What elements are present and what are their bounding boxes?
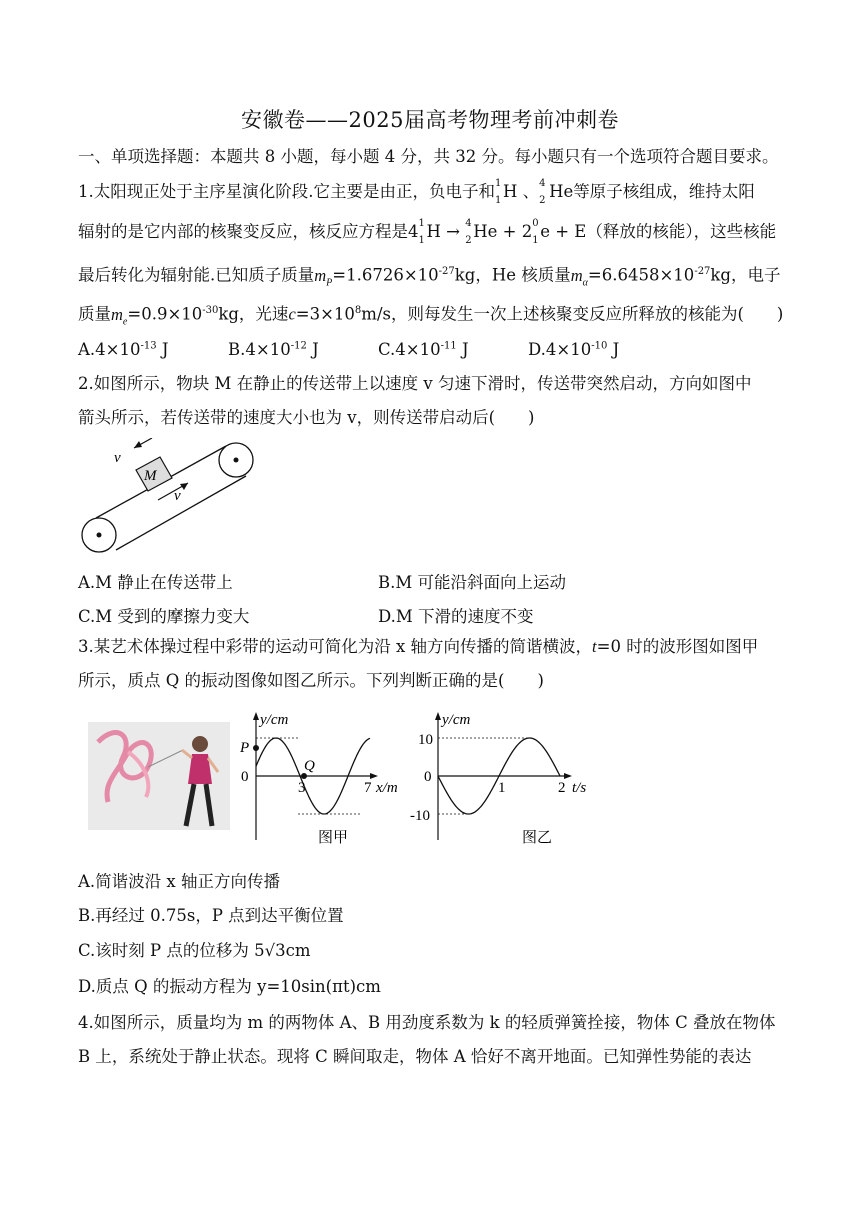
svg-text:y/cm: y/cm bbox=[260, 712, 289, 728]
svg-text:M: M bbox=[144, 468, 157, 484]
svg-text:y/cm: y/cm bbox=[442, 712, 471, 728]
q2-option-a[interactable]: A.M 静止在传送带上 bbox=[78, 573, 233, 592]
q3-line-2: 所示，质点 Q 的振动图像如图乙所示。下列判断正确的是( ) bbox=[78, 671, 544, 690]
gymnast-photo bbox=[88, 722, 230, 830]
belt-velocity-label: v bbox=[174, 488, 181, 504]
svg-text:t/s: t/s bbox=[572, 780, 587, 796]
q3-option-c[interactable]: C.该时刻 P 点的位移为 5√3cm bbox=[78, 941, 311, 960]
svg-text:10: 10 bbox=[418, 732, 433, 748]
q2-option-d[interactable]: D.M 下滑的速度不变 bbox=[378, 607, 534, 626]
q2-option-c[interactable]: C.M 受到的摩擦力变大 bbox=[78, 607, 250, 626]
q3-line-1: 3.某艺术体操过程中彩带的运动可简化为沿 x 轴方向传播的简谐横波，t=0 时的波形图如图甲 bbox=[78, 637, 759, 656]
q1-option-c[interactable]: $C.4\times 10^{-11}$ J bbox=[378, 340, 469, 359]
conveyor-belt-figure bbox=[76, 438, 266, 558]
svg-text:1: 1 bbox=[498, 780, 506, 796]
gymnast-head bbox=[192, 736, 208, 752]
svg-text:0: 0 bbox=[241, 769, 249, 785]
svg-text:2: 2 bbox=[558, 780, 566, 796]
caption-figure-a: 图甲 bbox=[318, 830, 349, 846]
q1-option-b[interactable]: $B.4\times 10^{-12}$ J bbox=[228, 340, 319, 359]
q3-option-d[interactable]: D.质点 Q 的振动方程为 y=10sin(πt)cm bbox=[78, 977, 381, 996]
q2-option-b[interactable]: B.M 可能沿斜面向上运动 bbox=[378, 573, 567, 592]
vibration-graph-figure-b bbox=[402, 708, 602, 848]
svg-text:0: 0 bbox=[424, 769, 432, 785]
caption-figure-b: 图乙 bbox=[522, 830, 553, 846]
nuclear-equation: 4 1 1 H → 4 2 He + 2 0 1 e + E bbox=[408, 218, 587, 246]
section-header: 一、单项选择题：本题共 8 小题，每小题 4 分，共 32 分。每小题只有一个选项符合题目要求。 bbox=[78, 147, 779, 166]
svg-text:-10: -10 bbox=[410, 808, 430, 824]
svg-text:7: 7 bbox=[364, 780, 372, 796]
q1-option-a[interactable]: $A.4\times 10^{-13}$ J bbox=[78, 340, 169, 359]
wave-graph-figure-a bbox=[232, 708, 408, 848]
q3-option-a[interactable]: A.简谐波沿 x 轴正方向传播 bbox=[78, 872, 280, 891]
q1-line-4: 质量$m_e=0.9\times 10^{-30}kg$，光速$c=3\times 10^8m/s$，则每发生一次上述核聚变反应所释放的核能为( ) bbox=[78, 304, 784, 327]
svg-text:Q: Q bbox=[304, 758, 315, 774]
q4-line-2: B 上，系统处于静止状态。现将 C 瞬间取走，物体 A 恰好不离开地面。已知弹性势能的表达 bbox=[78, 1047, 752, 1066]
point-p bbox=[253, 745, 259, 751]
block-velocity-label: v bbox=[114, 450, 121, 466]
q2-line-1: 2.如图所示，物块 M 在静止的传送带上以速度 v 匀速下滑时，传送带突然启动，方向如图中 bbox=[78, 374, 752, 393]
q1-line-2: 辐射的是它内部的核聚变反应，核反应方程是4 1 1 H → 4 2 He + 2 0 1 e + E（释放的核能），这些核能 bbox=[78, 218, 777, 246]
q2-line-2: 箭头所示，若传送带的速度大小也为 v，则传送带启动后( ) bbox=[78, 408, 535, 427]
svg-text:P: P bbox=[240, 740, 250, 756]
q1-line-3: 最后转化为辐射能.已知质子质量$m_P=1.6726\times 10^{-27}kg$，He 核质量$m_\alpha=6.6458\times 10^{-27}kg$，电子 bbox=[78, 265, 781, 288]
hydrogen-nucleus: 1 1 H bbox=[495, 178, 518, 206]
helium-nucleus: 4 2 He bbox=[539, 178, 574, 206]
page-title: 安徽卷——2025届高考物理考前冲刺卷 bbox=[241, 108, 619, 132]
q4-line-1: 4.如图所示，质量均为 m 的两物体 A、B 用劲度系数为 k 的轻质弹簧拴接，物体 C 叠放在物体 bbox=[78, 1013, 776, 1032]
q1-option-d[interactable]: $D.4\times 10^{-10}$ J bbox=[528, 340, 620, 359]
svg-text:x/m: x/m bbox=[376, 780, 398, 796]
q1-line-1: 1.太阳现正处于主序星演化阶段.它主要是由正，负电子和 1 1 H 、 4 2 He等原子核组成，维持太阳 bbox=[78, 178, 755, 206]
svg-text:3: 3 bbox=[298, 780, 306, 796]
q3-option-b[interactable]: B.再经过 0.75s，P 点到达平衡位置 bbox=[78, 906, 344, 925]
